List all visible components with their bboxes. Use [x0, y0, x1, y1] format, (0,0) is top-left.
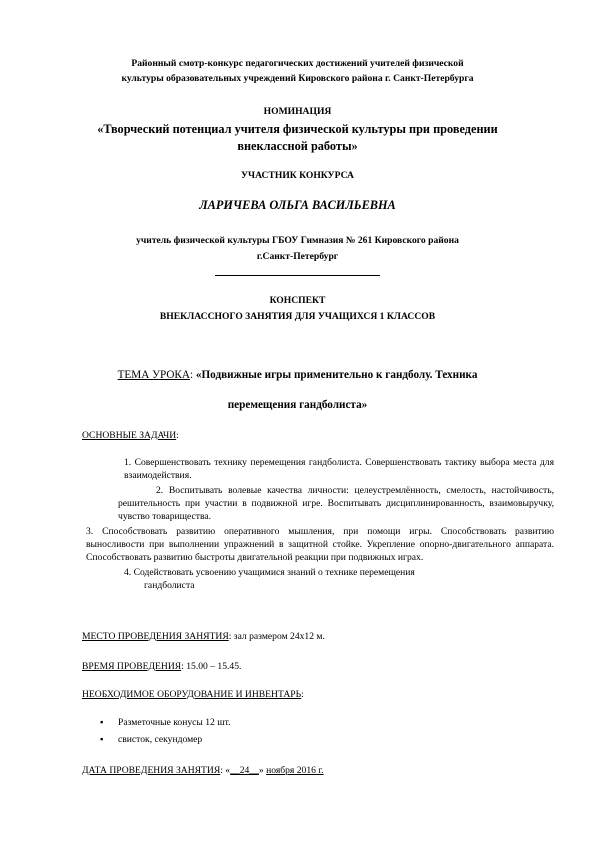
nomination-title — [70, 121, 525, 155]
equipment-item — [100, 734, 231, 745]
time-line — [82, 661, 241, 672]
bullet-icon: ▪ — [100, 717, 104, 728]
nomination-label: НОМИНАЦИЯ — [263, 106, 332, 117]
organization-line-1: Районный смотр-конкурс педагогических достижений учителей физической — [131, 58, 464, 69]
theme-value-line-2: перемещения гандболиста» — [227, 399, 368, 411]
participant-role — [110, 233, 485, 265]
konspekt-line-1: КОНСПЕКТ — [269, 295, 326, 306]
equipment-label: НЕОБХОДИМОЕ ОБОРУДОВАНИЕ И ИНВЕНТАРЬ — [82, 689, 302, 700]
task-item-1: 1. Совершенствовать технику перемещения гандболиста. Совершенствовать тактику выбора места для взаимодействия. — [124, 457, 554, 481]
theme-value-line-1: «Подвижные игры применительно к гандболу. Техника — [195, 369, 478, 381]
konspekt-line-2: ВНЕКЛАССНОГО ЗАНЯТИЯ ДЛЯ УЧАЩИХСЯ 1 КЛАССОВ — [159, 311, 436, 322]
date-line — [82, 765, 324, 776]
equipment-item — [100, 717, 231, 728]
tasks-list — [86, 456, 554, 594]
place-label: МЕСТО ПРОВЕДЕНИЯ ЗАНЯТИЯ — [82, 631, 229, 642]
time-separator: : — [181, 661, 187, 672]
equipment-heading — [82, 689, 304, 700]
tasks-label: ОСНОВНЫЕ ЗАДАЧИ — [82, 430, 177, 441]
lesson-theme — [95, 360, 500, 420]
place-line — [82, 631, 325, 642]
equipment-separator: : — [301, 689, 304, 700]
date-day: __24__ — [230, 765, 259, 776]
date-mid: » — [258, 765, 267, 776]
participant-name: ЛАРИЧЕВА ОЛЬГА ВАСИЛЬЕВНА — [199, 198, 396, 212]
organization-line-2: культуры образовательных учреждений Кировского района г. Санкт-Петербурга — [121, 73, 474, 84]
date-separator: : « — [220, 765, 231, 776]
participant-label: УЧАСТНИК КОНКУРСА — [241, 170, 354, 181]
tasks-separator: : — [176, 430, 179, 441]
nomination-title-line-1: «Творческий потенциал учителя физической культуры при проведении — [97, 122, 498, 136]
place-value: зал размером 24х12 м. — [231, 631, 325, 642]
task-item-3: 3. Способствовать развитию оперативного мышления, при помощи игры. Способствовать развитию выносливости при выполнении упражнений в защитной стойке. Укрепление опорно-двигательного аппарата. Способствовать развитию быстроты двигательной реакции при подвижных играх. — [86, 526, 554, 563]
theme-separator: : — [189, 369, 196, 381]
participant-role-line-1: учитель физической культуры ГБОУ Гимназия № 261 Кировского района — [136, 235, 459, 246]
equipment-item-text: Разметочные конусы 12 шт. — [118, 717, 231, 728]
horizontal-divider — [215, 275, 380, 276]
task-item-4-continuation: гандболиста — [144, 580, 195, 591]
task-item-4 — [118, 566, 554, 592]
task-item-4-text: 4. Содействовать усвоению учащимися знаний о технике перемещения — [124, 567, 415, 578]
participant-role-line-2: г.Санкт-Петербург — [256, 251, 339, 262]
time-label: ВРЕМЯ ПРОВЕДЕНИЯ — [82, 661, 182, 672]
time-value: 15.00 – 15.45. — [186, 661, 242, 672]
tasks-heading — [82, 430, 179, 441]
equipment-item-text: свисток, секундомер — [118, 734, 203, 745]
nomination-title-line-2: внеклассной работы» — [237, 139, 358, 153]
date-label: ДАТА ПРОВЕДЕНИЯ ЗАНЯТИЯ — [82, 765, 221, 776]
bullet-icon: ▪ — [100, 734, 104, 745]
konspekt-title — [0, 293, 595, 325]
organization-header — [60, 56, 535, 86]
task-item-2: 2. Воспитывать волевые качества личности: целеустремлённость, смелость, настойчивость, решительность при участии в подвижной игре. Воспитывать дисциплинированность, взаимовыручку, чувство товарищества. — [118, 485, 554, 522]
theme-label: ТЕМА УРОКА — [117, 369, 190, 381]
place-separator: : — [228, 631, 232, 642]
equipment-list — [100, 717, 231, 751]
date-month: ноября 2016 г. — [266, 765, 324, 776]
